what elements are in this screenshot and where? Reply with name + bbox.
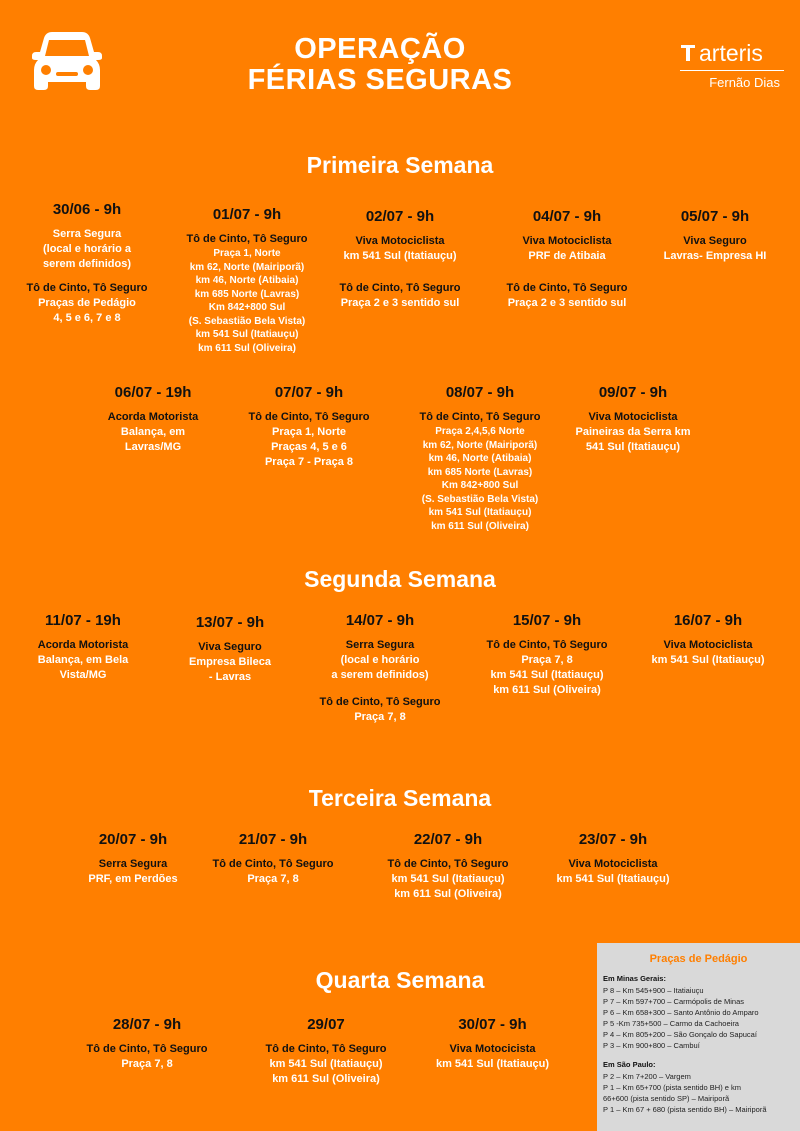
- event-detail: km 541 Sul (Itatiauçu): [391, 873, 505, 885]
- event-card: [368, 831, 528, 902]
- event-detail: (local e horário a: [42, 243, 132, 255]
- event-title: Serra Segura: [52, 228, 122, 240]
- event-card: [8, 612, 158, 683]
- event-title: Tô de Cinto, Tô Seguro: [419, 411, 541, 423]
- event-date: 04/07 - 9h: [532, 208, 602, 225]
- event-detail: (S. Sebastião Bela Vista): [188, 315, 306, 327]
- event-card: [467, 612, 627, 698]
- event-detail: PRF, em Perdões: [88, 873, 178, 885]
- event-date: 13/07 - 9h: [195, 614, 265, 631]
- event-date: 06/07 - 19h: [114, 384, 192, 401]
- event-card: [78, 384, 228, 455]
- event-card: [155, 614, 305, 685]
- event-card: [246, 1016, 406, 1087]
- legend-item: P 1 – Km 67 + 680 (pista sentido BH) – Mairiporã: [603, 1105, 767, 1114]
- week-2-heading: Segunda Semana: [304, 566, 496, 592]
- event-detail: Praças de Pedágio: [38, 297, 136, 309]
- event-title: Tô de Cinto, Tô Seguro: [319, 696, 441, 708]
- event-date: 07/07 - 9h: [274, 384, 344, 401]
- event-card: [487, 208, 647, 311]
- event-detail: Lavras/MG: [124, 441, 182, 453]
- event-detail: Lavras- Empresa HI: [663, 250, 767, 262]
- event-date: 09/07 - 9h: [598, 384, 668, 401]
- car-icon: [30, 30, 104, 94]
- event-detail: Empresa Bileca: [189, 656, 271, 668]
- event-detail: km 46, Norte (Atibaia): [428, 453, 532, 464]
- event-detail: serem definidos): [42, 258, 132, 270]
- title-line-2: FÉRIAS SEGURAS: [247, 64, 513, 96]
- event-title: Viva Motociclista: [522, 235, 612, 247]
- event-date: 28/07 - 9h: [112, 1016, 182, 1033]
- event-title: Tô de Cinto, Tô Seguro: [212, 858, 334, 870]
- legend-sp-heading: Em São Paulo:: [603, 1060, 656, 1069]
- event-title: Tô de Cinto, Tô Seguro: [486, 639, 608, 651]
- event-detail: Balança, em: [120, 426, 186, 438]
- event-detail: Km 842+800 Sul: [208, 302, 286, 313]
- event-card: [538, 831, 688, 887]
- event-detail: Praça 1, Norte: [213, 248, 281, 259]
- event-title: Tô de Cinto, Tô Seguro: [339, 282, 461, 294]
- event-detail: 4, 5 e 6, 7 e 8: [53, 312, 121, 324]
- event-detail: km 611 Sul (Oliveira): [394, 888, 502, 900]
- event-title: Tô de Cinto, Tô Seguro: [265, 1043, 387, 1055]
- legend-item: P 4 – Km 805+200 – São Gonçalo do Sapucaí: [603, 1030, 757, 1039]
- event-detail: km 611 Sul (Oliveira): [272, 1073, 380, 1085]
- event-detail: Praça 7, 8: [121, 1058, 173, 1070]
- event-detail: Paineiras da Serra km: [575, 426, 691, 438]
- event-date: 20/07 - 9h: [98, 831, 168, 848]
- event-detail: (S. Sebastião Bela Vista): [421, 493, 539, 505]
- week-3-heading: Terceira Semana: [308, 785, 492, 811]
- event-date: 14/07 - 9h: [345, 612, 415, 629]
- event-title: Tô de Cinto, Tô Seguro: [186, 233, 308, 245]
- event-card: [558, 384, 708, 455]
- week-4-heading: Quarta Semana: [315, 967, 485, 993]
- legend-item: P 1 – Km 65+700 (pista sentido BH) e km: [603, 1083, 742, 1092]
- arteris-logo: [680, 40, 790, 90]
- event-detail: Praça 1, Norte: [272, 426, 346, 438]
- event-detail: Balança, em Bela: [37, 654, 129, 666]
- legend-title: Praças de Pedágio: [649, 953, 748, 965]
- event-card: [162, 206, 332, 355]
- event-detail: km 541 Sul (Itatiauçu): [428, 507, 532, 518]
- event-detail: km 611 Sul (Oliveira): [493, 684, 601, 696]
- event-date: 30/06 - 9h: [52, 201, 122, 218]
- event-detail: km 611 Sul (Oliveira): [198, 342, 296, 354]
- event-date: 08/07 - 9h: [445, 384, 515, 401]
- event-detail: km 685 Norte (Lavras): [194, 288, 300, 300]
- legend-item: 66+600 (pista sentido SP) – Mairiporã: [603, 1094, 730, 1103]
- event-detail: Vista/MG: [59, 669, 107, 681]
- event-detail: Praça 7, 8: [521, 654, 573, 666]
- event-date: 23/07 - 9h: [578, 831, 648, 848]
- event-detail: km 541 Sul (Itatiauçu): [490, 669, 604, 681]
- event-card: [648, 208, 782, 264]
- arteris-logo-icon: [680, 43, 696, 63]
- event-date: 02/07 - 9h: [365, 208, 435, 225]
- event-title: Serra Segura: [345, 639, 415, 651]
- event-detail: km 541 Sul (Itatiauçu): [651, 654, 765, 666]
- event-date: 22/07 - 9h: [413, 831, 483, 848]
- event-title: Viva Motocicista: [449, 1043, 536, 1055]
- event-detail: - Lavras: [208, 671, 252, 683]
- event-title: Tô de Cinto, Tô Seguro: [26, 282, 148, 294]
- event-title: Acorda Motorista: [37, 639, 129, 651]
- event-detail: PRF de Atibaia: [528, 250, 606, 262]
- legend-item: P 7 – Km 597+700 – Carmópolis de Minas: [603, 997, 744, 1006]
- page-title: [230, 34, 530, 96]
- event-title: Viva Seguro: [198, 641, 262, 653]
- event-card: [58, 831, 208, 887]
- event-date: 16/07 - 9h: [673, 612, 743, 629]
- event-date: 21/07 - 9h: [238, 831, 308, 848]
- event-title: Viva Motociclista: [568, 858, 658, 870]
- event-detail: km 541 Sul (Itatiauçu): [556, 873, 670, 885]
- event-card: [198, 831, 348, 887]
- event-title: Tô de Cinto, Tô Seguro: [248, 411, 370, 423]
- event-date: 30/07 - 9h: [458, 1016, 527, 1033]
- event-detail: a serem definidos): [331, 669, 429, 681]
- event-card: [12, 201, 162, 326]
- event-detail: Praça 2,4,5,6 Norte: [435, 426, 525, 437]
- event-detail: Praça 7 - Praça 8: [264, 456, 354, 468]
- legend-item: P 8 – Km 545+900 – Itatiaiuçu: [603, 986, 704, 995]
- event-title: Viva Motociclista: [663, 639, 753, 651]
- event-detail: km 685 Norte (Lavras): [427, 466, 533, 478]
- week-1-heading: Primeira Semana: [306, 152, 494, 178]
- event-card: [398, 384, 562, 533]
- event-detail: Praça 2 e 3 sentido sul: [340, 297, 460, 309]
- event-card: [415, 1016, 570, 1072]
- event-title: Serra Segura: [98, 858, 168, 870]
- event-detail: km 541 Sul (Itatiauçu): [343, 250, 457, 262]
- toll-plaza-legend: [597, 943, 800, 1131]
- event-detail: 541 Sul (Itatiauçu): [585, 441, 681, 453]
- event-date: 11/07 - 19h: [45, 612, 121, 629]
- event-title: Tô de Cinto, Tô Seguro: [506, 282, 628, 294]
- event-date: 29/07: [307, 1016, 345, 1033]
- event-title: Acorda Motorista: [107, 411, 199, 423]
- event-detail: Praça 7, 8: [354, 711, 406, 723]
- legend-item: P 5 -Km 735+500 – Carmo da Cachoeira: [603, 1019, 739, 1028]
- event-detail: (local e horário: [340, 654, 420, 666]
- event-detail: km 62, Norte (Mairiporã): [189, 261, 305, 273]
- legend-item: P 2 – Km 7+200 – Vargem: [603, 1072, 691, 1081]
- event-card: [320, 208, 480, 311]
- event-title: Tô de Cinto, Tô Seguro: [86, 1043, 208, 1055]
- event-detail: km 541 Sul (Itatiauçu): [195, 329, 299, 340]
- logo-name: arteris: [699, 40, 763, 66]
- event-title: Viva Motociclista: [355, 235, 445, 247]
- event-detail: km 62, Norte (Mairiporã): [422, 439, 538, 451]
- event-card: [633, 612, 783, 668]
- event-title: Tô de Cinto, Tô Seguro: [387, 858, 509, 870]
- event-detail: km 541 Sul (Itatiauçu): [435, 1058, 550, 1070]
- event-detail: Praça 2 e 3 sentido sul: [507, 297, 627, 309]
- event-title: Viva Seguro: [683, 235, 747, 247]
- event-detail: Praças 4, 5 e 6: [271, 441, 347, 453]
- legend-item: P 3 – Km 900+800 – Cambuí: [603, 1041, 700, 1050]
- event-detail: Praça 7, 8: [247, 873, 299, 885]
- event-date: 15/07 - 9h: [512, 612, 582, 629]
- event-date: 05/07 - 9h: [680, 208, 750, 225]
- event-title: Viva Motociclista: [588, 411, 678, 423]
- legend-mg-heading: Em Minas Gerais:: [603, 974, 666, 983]
- event-date: 01/07 - 9h: [212, 206, 282, 223]
- event-detail: km 46, Norte (Atibaia): [195, 275, 299, 286]
- event-card: [228, 384, 390, 470]
- legend-item: P 6 – Km 658+300 – Santo Antônio do Amparo: [603, 1008, 759, 1017]
- event-card: [305, 612, 455, 725]
- event-detail: km 611 Sul (Oliveira): [431, 520, 529, 532]
- logo-divider: [680, 70, 784, 71]
- event-card: [72, 1016, 222, 1072]
- logo-subtitle: Fernão Dias: [709, 75, 780, 90]
- event-detail: km 541 Sul (Itatiauçu): [269, 1058, 383, 1070]
- event-detail: Km 842+800 Sul: [441, 480, 519, 491]
- title-line-1: OPERAÇÃO: [294, 33, 466, 65]
